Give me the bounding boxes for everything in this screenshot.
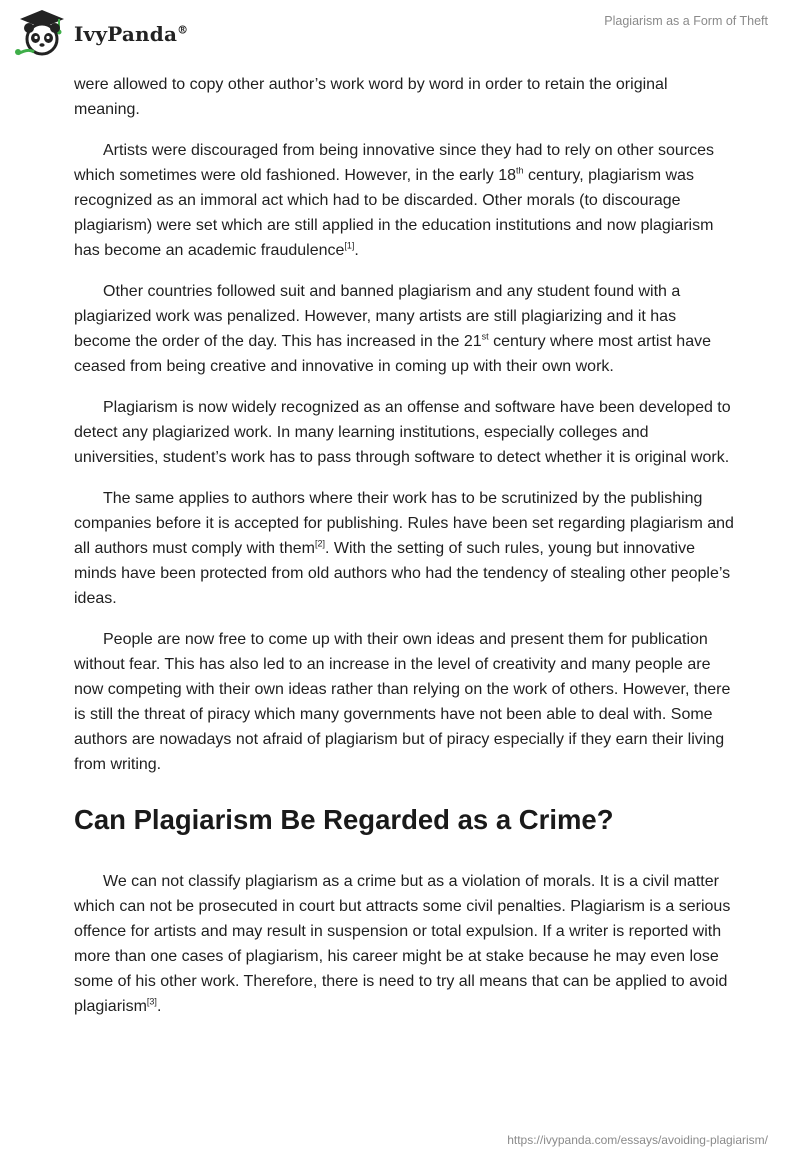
document-title: Plagiarism as a Form of Theft (604, 14, 768, 28)
logo[interactable] (14, 8, 188, 58)
paragraph-5 (74, 486, 734, 611)
paragraph-2-text-c: . (354, 242, 359, 259)
paragraph-7-text-a: We can not classify plagiarism as a crime but as a violation of morals. It is a civil matter which can not be prosecuted in court but attracts some civil penalties. Plagiarism is a serious offence for artists and may result in suspension or total expulsion. If a writer is reported with more than one cases of plagiarism, his career might be at stake because he may even lose some of his other work. Therefore, there is need to try all means that can be applied to avoid plagiarism (74, 873, 731, 1015)
paragraph-7 (74, 869, 734, 1019)
essay-content (74, 72, 734, 1035)
footnote-ref-1[interactable]: [1] (344, 240, 355, 251)
paragraph-5-text-a: The same applies to authors where their work has to be scrutinized by the publishing companies before it is accepted for publishing. Rules have been set regarding plagiarism and all authors must comply with them (74, 490, 734, 557)
logo-name: IvyPanda (74, 22, 178, 46)
page-header (0, 0, 800, 64)
paragraph-6: People are now free to come up with their own ideas and present them for publication without fear. This has also led to an increase in the level of creativity and many people are now competing with their own ideas rather than relying on the work of others. However, there is still the threat of piracy which many governments have not been able to deal with. Some authors are nowadays not afraid of plagiarism but of piracy especially if they earn their living from writing. (74, 631, 731, 773)
source-url[interactable]: https://ivypanda.com/essays/avoiding-plagiarism/ (507, 1133, 768, 1147)
paragraph-1: were allowed to copy other author’s work word by word in order to retain the original meaning. (74, 76, 668, 118)
paragraph-5-text-b: . With the setting of such rules, young but innovative minds have been protected from old authors who had the tendency of stealing other people’s ideas. (74, 540, 731, 607)
footnote-ref-3[interactable]: [3] (146, 996, 157, 1007)
paragraph-3 (74, 279, 734, 379)
paragraph-4: Plagiarism is now widely recognized as an offense and software have been developed to detect any plagiarized work. In many learning institutions, especially colleges and universities, student’s work has to pass through software to detect whether it is original work. (74, 399, 731, 466)
paragraph-2-text-a: Artists were discouraged from being innovative since they had to rely on other sources which sometimes were old fashioned. However, in the early 18 (74, 142, 714, 184)
paragraph-2-text-b: century, plagiarism was recognized as an immoral act which had to be discarded. Other morals (to discourage plagiarism) were set which are still applied in the education institutions and now plagiarism has become an academic fraudulence (74, 167, 714, 259)
paragraph-3-text-a: Other countries followed suit and banned plagiarism and any student found with a plagiarized work was penalized. However, many artists are still plagiarizing and it has become the order of the day. This has increased in the 21 (74, 283, 681, 350)
paragraph-7-text-b: . (156, 998, 162, 1015)
logo-registered-mark: ® (177, 23, 189, 37)
footnote-ref-2[interactable]: [2] (314, 538, 325, 549)
logo-text (74, 22, 188, 46)
panda-graduate-logo-icon (14, 8, 70, 58)
paragraph-2 (74, 138, 734, 263)
ordinal-suffix: st (481, 331, 489, 342)
section-heading: Can Plagiarism Be Regarded as a Crime? (74, 804, 614, 835)
paragraph-3-text-b: century where most artist have ceased from being creative and innovative in coming up with their own work. (74, 333, 711, 375)
ordinal-suffix: th (516, 165, 524, 176)
